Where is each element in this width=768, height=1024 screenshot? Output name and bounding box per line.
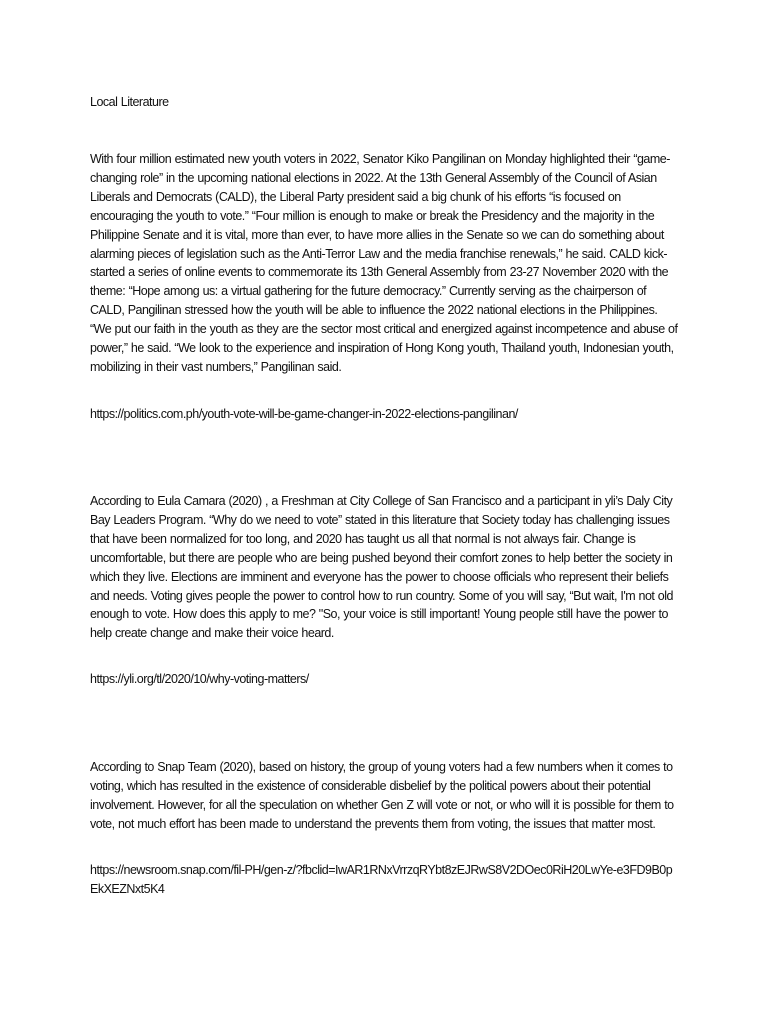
source-url-politics: https://politics.com.ph/youth-vote-will-be-game-changer-in-2022-elections-pangilinan/	[90, 407, 518, 421]
section-heading: Local Literature	[90, 95, 169, 109]
source-url-snap: https://newsroom.snap.com/fil-PH/gen-z/?fbclid=IwAR1RNxVrrzqRYbt8zEJRwS8V2DOec0RiH20LwYe-e3FD9B0pEkXEZNxt5K4	[90, 863, 673, 896]
paragraph-snap-team: According to Snap Team (2020), based on history, the group of young voters had a few numbers when it comes to voting, which has resulted in the existence of considerable disbelief by the political powers about their potential involvement. However, for all the speculation on whether Gen Z will vote or not, or who will it is possible for them to vote, not much effort has been made to understand the prevents them from voting, the issues that matter most.	[90, 760, 674, 831]
source-url-yli: https://yli.org/tl/2020/10/why-voting-matters/	[90, 672, 309, 686]
paragraph-camara: According to Eula Camara (2020) , a Freshman at City College of San Francisco and a participant in yli’s Daly City Bay Leaders Program. “Why do we need to vote” stated in this literature that Society today has challenging issues that have been normalized for too long, and 2020 has taught us all that normal is not always fair. Change is uncomfortable, but there are people who are being pushed beyond their comfort zones to help better the society in which they live. Elections are imminent and everyone has the power to choose officials who represent their beliefs and needs. Voting gives people the power to control how to run country. Some of you will say, “But wait, I'm not old enough to vote. How does this apply to me? "So, your voice is still important! Young people still have the power to help create change and make their voice heard.	[90, 494, 673, 641]
paragraph-pangilinan: With four million estimated new youth voters in 2022, Senator Kiko Pangilinan on Monday highlighted their “game-changing role” in the upcoming national elections in 2022. At the 13th General Assembly of the Council of Asian Liberals and Democrats (CALD), the Liberal Party president said a big chunk of his efforts “is focused on encouraging the youth to vote.” “Four million is enough to make or break the Presidency and the majority in the Philippine Senate and it is vital, more than ever, to have more allies in the Senate so we can do something about alarming pieces of legislation such as the Anti-Terror Law and the media franchise renewals,” he said. CALD kick-started a series of online events to commemorate its 13th General Assembly from 23-27 November 2020 with the theme: “Hope among us: a virtual gathering for the future democracy.” Currently serving as the chairperson of CALD, Pangilinan stressed how the youth will be able to influence the 2022 national elections in the Philippines. “We put our faith in the youth as they are the sector most critical and energized against incompetence and abuse of power,” he said. “We look to the experience and inspiration of Hong Kong youth, Thailand youth, Indonesian youth, mobilizing in their vast numbers,” Pangilinan said.	[90, 152, 678, 374]
